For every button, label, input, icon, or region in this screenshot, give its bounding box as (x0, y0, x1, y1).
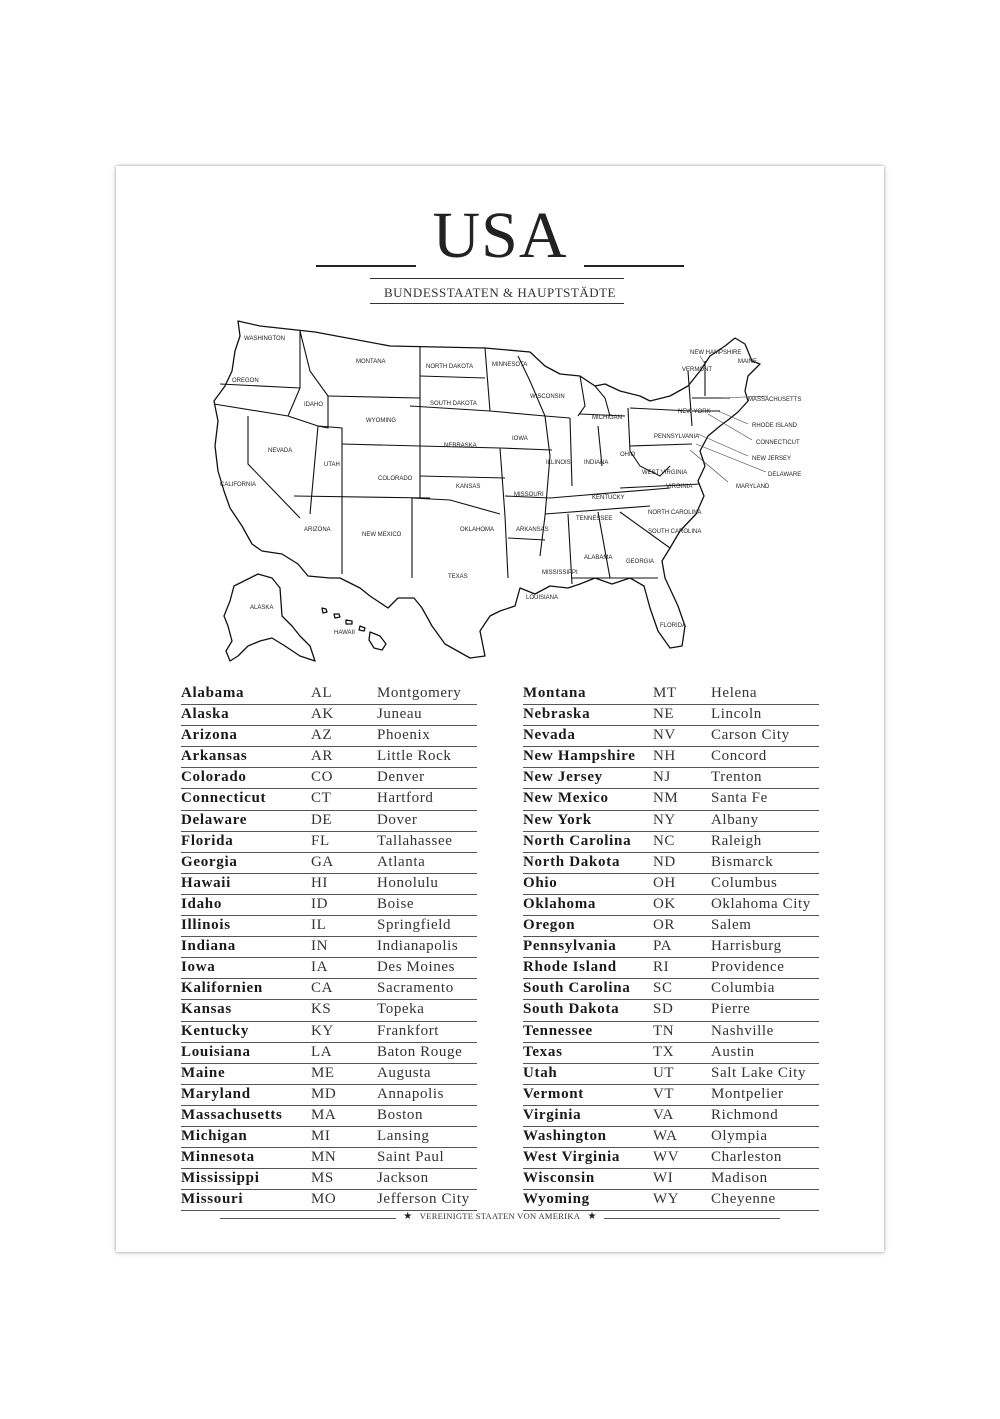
state-table-left (181, 684, 477, 1211)
map-label-west-virginia: WEST VIRGINIA (642, 470, 688, 476)
state-abbreviation: VA (653, 1106, 674, 1123)
state-name: Pennsylvania (523, 938, 617, 955)
state-capital: Sacramento (377, 980, 454, 997)
state-abbreviation: NV (653, 727, 676, 744)
state-capital: Juneau (377, 706, 423, 723)
map-label-north-dakota: NORTH DAKOTA (426, 364, 474, 370)
map-label-missouri: MISSOURI (514, 492, 544, 498)
state-abbreviation: GA (311, 853, 334, 870)
state-name: Kalifornien (181, 980, 263, 997)
table-row (523, 1000, 819, 1021)
map-label-north-carolina: NORTH CAROLINA (648, 510, 702, 516)
state-capital: Jefferson City (377, 1191, 470, 1208)
state-name: Delaware (181, 811, 248, 828)
map-label-kansas: KANSAS (456, 484, 481, 490)
table-row (181, 1000, 477, 1021)
table-row (523, 1043, 819, 1064)
state-name: Michigan (181, 1127, 248, 1144)
state-name: Florida (181, 832, 234, 849)
state-capital: Helena (711, 685, 758, 701)
state-name: Oregon (523, 917, 576, 934)
state-capital: Santa Fe (711, 790, 768, 807)
map-label-vermont: VERMONT (682, 367, 712, 373)
state-abbreviation: KY (311, 1022, 334, 1039)
state-capital: Baton Rouge (377, 1043, 463, 1060)
state-name: South Carolina (523, 980, 631, 997)
state-capital: Springfield (377, 917, 452, 934)
state-name: North Carolina (523, 832, 632, 849)
table-row (181, 979, 477, 1000)
leader-new-hampshire (700, 356, 705, 364)
state-capital: Concord (711, 748, 767, 765)
state-name: Missouri (181, 1191, 244, 1208)
state-name: New York (523, 811, 592, 828)
table-row (181, 789, 477, 810)
footer-text: VEREINIGTE STAATEN VON AMERIKA (419, 1211, 581, 1221)
state-name: Utah (523, 1064, 558, 1081)
state-capital: Annapolis (377, 1085, 445, 1102)
state-name: Nebraska (523, 706, 591, 723)
state-capital: Phoenix (377, 727, 431, 744)
map-label-kentucky: KENTUCKY (592, 495, 625, 501)
state-capital: Richmond (711, 1106, 779, 1123)
state-abbreviation: NY (653, 811, 676, 828)
state-name: Arizona (181, 727, 238, 744)
table-row (523, 1022, 819, 1043)
map-label-nebraska: NEBRASKA (444, 443, 477, 449)
hawaii-island-5 (369, 632, 386, 650)
state-name: Louisiana (181, 1043, 251, 1060)
state-abbreviation: SC (653, 980, 673, 997)
table-row (523, 811, 819, 832)
map-label-florida: FLORIDA (660, 623, 687, 629)
state-name: Texas (523, 1043, 563, 1060)
table-row (523, 895, 819, 916)
state-abbreviation: VT (653, 1085, 675, 1102)
state-abbreviation: WA (653, 1127, 678, 1144)
table-row (523, 874, 819, 895)
state-name: New Jersey (523, 769, 603, 786)
state-abbreviation: WI (653, 1170, 674, 1187)
map-label-texas: TEXAS (448, 574, 468, 580)
hawaii-island-1 (322, 608, 327, 613)
table-row (523, 1106, 819, 1127)
state-capital: Denver (377, 769, 425, 786)
usa-map (200, 316, 820, 666)
state-abbreviation: DE (311, 811, 333, 828)
table-row (523, 979, 819, 1000)
state-abbreviation: MD (311, 1085, 337, 1102)
table-row (181, 1127, 477, 1148)
state-abbreviation: MI (311, 1127, 331, 1144)
map-label-connecticut: CONNECTICUT (756, 440, 800, 446)
state-name: Kansas (181, 1001, 232, 1018)
map-label-illinois: ILLINOIS (546, 460, 571, 466)
state-name: Ohio (523, 874, 558, 891)
map-label-idaho: IDAHO (304, 402, 324, 408)
state-capital: Columbia (711, 980, 775, 997)
state-name: Tennessee (523, 1022, 593, 1039)
state-abbreviation: MN (311, 1149, 337, 1166)
map-label-new-york: NEW YORK (678, 409, 711, 415)
state-name: Illinois (181, 917, 231, 934)
state-capital: Montgomery (377, 685, 462, 701)
state-abbreviation: IL (311, 917, 327, 934)
state-abbreviation: OK (653, 895, 676, 912)
state-capital: Albany (711, 811, 759, 828)
hawaii-island-2 (334, 614, 340, 618)
state-name: Vermont (523, 1085, 585, 1102)
table-row (523, 684, 819, 705)
state-table-right (523, 684, 819, 1211)
state-capital: Augusta (377, 1064, 432, 1081)
table-row (523, 958, 819, 979)
alaska-shape (224, 574, 315, 661)
state-name: Massachusetts (181, 1106, 283, 1123)
poster (116, 166, 884, 1252)
state-abbreviation: CT (311, 790, 332, 807)
state-abbreviation: NH (653, 748, 676, 765)
table-row (181, 1022, 477, 1043)
table-row (181, 832, 477, 853)
map-label-wisconsin: WISCONSIN (530, 394, 565, 400)
table-row (181, 726, 477, 747)
map-label-oklahoma: OKLAHOMA (460, 527, 495, 533)
state-capital: Honolulu (377, 874, 439, 891)
map-label-hawaii: HAWAII (334, 630, 355, 636)
state-name: New Mexico (523, 790, 609, 807)
table-row (181, 1085, 477, 1106)
table-row (523, 832, 819, 853)
table-row (523, 789, 819, 810)
map-label-delaware: DELAWARE (768, 472, 802, 478)
map-label-minnesota: MINNESOTA (492, 362, 528, 368)
state-name: North Dakota (523, 853, 621, 870)
state-capital: Jackson (377, 1170, 429, 1187)
state-name: Oklahoma (523, 895, 597, 912)
state-capital: Nashville (711, 1022, 774, 1039)
state-name: Minnesota (181, 1149, 255, 1166)
state-abbreviation: AR (311, 748, 334, 765)
map-label-indiana: INDIANA (584, 460, 609, 466)
state-abbreviation: OR (653, 917, 676, 934)
state-abbreviation: CO (311, 769, 334, 786)
map-label-pennsylvania: PENNSYLVANIA (654, 434, 700, 440)
state-abbreviation: SD (653, 1001, 674, 1018)
table-row (523, 1127, 819, 1148)
state-name: Indiana (181, 938, 236, 955)
page-subtitle: BUNDESSTAATEN & HAUPTSTÄDTE (383, 285, 617, 300)
state-name: Rhode Island (523, 959, 617, 976)
state-abbreviation: MO (311, 1191, 337, 1208)
state-abbreviation: RI (653, 959, 670, 976)
state-abbreviation: AK (311, 706, 334, 723)
state-capital: Frankfort (377, 1022, 440, 1039)
state-abbreviation: ME (311, 1064, 335, 1081)
table-row (523, 1064, 819, 1085)
state-capital: Bismarck (711, 853, 774, 870)
state-abbreviation: MT (653, 685, 677, 701)
map-label-arkansas: ARKANSAS (516, 527, 549, 533)
state-name: Iowa (181, 959, 216, 976)
state-capital: Madison (711, 1170, 768, 1187)
state-name: Washington (523, 1127, 607, 1144)
state-capital: Charleston (711, 1149, 782, 1166)
state-abbreviation: CA (311, 980, 334, 997)
table-row (181, 768, 477, 789)
state-abbreviation: FL (311, 832, 330, 849)
state-capital: Atlanta (377, 853, 426, 870)
state-abbreviation: LA (311, 1043, 333, 1060)
map-label-massachusetts: MASSACHUSETTS (748, 397, 802, 403)
state-abbreviation: NE (653, 706, 675, 723)
state-name: Wisconsin (523, 1170, 595, 1187)
map-label-new-hampshire: NEW HAMPSHIRE (690, 350, 742, 356)
state-capital: Little Rock (377, 748, 452, 765)
state-name: New Hampshire (523, 748, 636, 765)
state-capital: Topeka (377, 1001, 425, 1018)
star-icon: ★ (587, 1211, 597, 1222)
state-abbreviation: AL (311, 685, 333, 701)
title-rule-right (584, 265, 684, 267)
map-label-ohio: OHIO (620, 452, 636, 458)
map-label-arizona: ARIZONA (304, 527, 331, 533)
state-capital: Saint Paul (377, 1149, 445, 1166)
map-label-mississippi: MISSISSIPPI (542, 570, 578, 576)
map-label-new-jersey: NEW JERSEY (752, 456, 792, 462)
state-name: Hawaii (181, 874, 232, 891)
map-label-georgia: GEORGIA (626, 559, 655, 565)
state-abbreviation: OH (653, 874, 676, 891)
map-label-south-dakota: SOUTH DAKOTA (430, 401, 477, 407)
state-capital: Pierre (711, 1001, 751, 1018)
state-capital: Salt Lake City (711, 1064, 807, 1081)
state-name: Montana (523, 685, 587, 701)
state-name: South Dakota (523, 1001, 620, 1018)
state-abbreviation: AZ (311, 727, 333, 744)
state-capital: Oklahoma City (711, 895, 811, 912)
map-label-rhode-island: RHODE ISLAND (752, 423, 798, 429)
state-capital: Dover (377, 811, 418, 828)
star-icon: ★ (403, 1211, 413, 1222)
usa-map-svg (200, 316, 820, 666)
state-name: Alabama (181, 685, 245, 701)
table-row (523, 705, 819, 726)
state-name: Kentucky (181, 1022, 250, 1039)
subtitle-rule-top (370, 278, 624, 279)
table-row (523, 853, 819, 874)
state-name: Virginia (523, 1106, 582, 1123)
state-abbreviation: NC (653, 832, 676, 849)
state-name: Alaska (181, 706, 230, 723)
title-block (116, 196, 884, 276)
map-label-maine: MAINE (738, 359, 758, 365)
map-label-maryland: MARYLAND (736, 484, 770, 490)
map-label-alaska: ALASKA (250, 605, 274, 611)
map-label-wyoming: WYOMING (366, 418, 396, 424)
table-row (181, 1043, 477, 1064)
state-capital: Hartford (377, 790, 434, 807)
state-abbreviation: HI (311, 874, 329, 891)
state-abbreviation: PA (653, 938, 672, 955)
state-name: Maryland (181, 1085, 251, 1102)
state-name: West Virginia (523, 1149, 621, 1166)
table-row (523, 768, 819, 789)
state-capital: Boise (377, 895, 415, 912)
state-capital: Cheyenne (711, 1191, 776, 1208)
hawaii-island-3 (346, 620, 352, 624)
state-abbreviation: ID (311, 895, 329, 912)
state-abbreviation: MA (311, 1106, 337, 1123)
state-name: Nevada (523, 727, 576, 744)
map-label-alabama: ALABAMA (584, 555, 613, 561)
table-row (181, 895, 477, 916)
state-capital: Trenton (711, 769, 763, 786)
table-row (523, 916, 819, 937)
state-abbreviation: ND (653, 853, 676, 870)
table-row (523, 1148, 819, 1169)
map-label-louisiana: LOUISIANA (526, 595, 559, 601)
map-label-michigan: MICHIGAN (592, 415, 622, 421)
state-abbreviation: KS (311, 1001, 332, 1018)
footer-caption (116, 1211, 884, 1222)
table-row (181, 811, 477, 832)
table-row (181, 1148, 477, 1169)
map-label-washington: WASHINGTON (244, 336, 286, 342)
state-capital: Tallahassee (377, 832, 453, 849)
map-label-new-mexico: NEW MEXICO (362, 532, 402, 538)
state-capital: Lincoln (711, 706, 762, 723)
map-label-south-carolina: SOUTH CAROLINA (648, 529, 702, 535)
state-capital: Lansing (377, 1127, 430, 1144)
map-label-oregon: OREGON (232, 378, 259, 384)
map-label-california: CALIFORNIA (220, 482, 257, 488)
state-capital: Carson City (711, 727, 790, 744)
table-row (181, 684, 477, 705)
state-name: Colorado (181, 769, 247, 786)
leader-new-jersey (698, 434, 748, 456)
state-capital: Olympia (711, 1127, 768, 1144)
state-name: Wyoming (523, 1191, 590, 1208)
state-name: Connecticut (181, 790, 267, 807)
state-capital: Austin (711, 1043, 755, 1060)
page-title: USA (432, 199, 568, 272)
state-capital: Providence (711, 959, 785, 976)
table-row (523, 726, 819, 747)
state-abbreviation: IA (311, 959, 329, 976)
map-label-utah: UTAH (324, 462, 340, 468)
table-row (181, 1169, 477, 1190)
state-abbreviation: UT (653, 1064, 675, 1081)
map-label-nevada: NEVADA (268, 448, 293, 454)
state-abbreviation: NM (653, 790, 679, 807)
state-abbreviation: WV (653, 1149, 680, 1166)
state-capital: Boston (377, 1106, 424, 1123)
map-label-iowa: IOWA (512, 436, 528, 442)
table-row (181, 747, 477, 768)
state-abbreviation: TN (653, 1022, 675, 1039)
state-capital: Montpelier (711, 1085, 784, 1102)
table-row (181, 937, 477, 958)
state-abbreviation: WY (653, 1191, 680, 1208)
state-abbreviation: IN (311, 938, 329, 955)
map-label-tennessee: TENNESSEE (576, 516, 613, 522)
footer-rule-right (604, 1218, 780, 1219)
state-name: Idaho (181, 895, 223, 912)
table-row (523, 1085, 819, 1106)
state-abbreviation: MS (311, 1170, 334, 1187)
state-name: Mississippi (181, 1170, 260, 1187)
table-row (181, 853, 477, 874)
subtitle-block (116, 278, 884, 306)
table-row (523, 1169, 819, 1190)
state-capital: Raleigh (711, 832, 762, 849)
state-capital: Indianapolis (377, 938, 459, 955)
table-row (181, 916, 477, 937)
map-label-colorado: COLORADO (378, 476, 413, 482)
state-name: Georgia (181, 853, 238, 870)
table-row (181, 1106, 477, 1127)
state-capital: Des Moines (377, 959, 456, 976)
table-row (523, 937, 819, 958)
table-row (181, 705, 477, 726)
table-row (523, 747, 819, 768)
footer (116, 1208, 884, 1228)
table-row (181, 874, 477, 895)
table-row (181, 958, 477, 979)
map-label-montana: MONTANA (356, 359, 386, 365)
state-name: Arkansas (181, 748, 248, 765)
state-capital: Harrisburg (711, 938, 782, 955)
state-abbreviation: TX (653, 1043, 675, 1060)
state-name: Maine (181, 1064, 226, 1081)
map-label-virginia: VIRGINIA (666, 484, 693, 490)
table-row (181, 1064, 477, 1085)
subtitle-rule-bottom (370, 303, 624, 304)
hawaii-island-4 (359, 626, 365, 631)
state-abbreviation: NJ (653, 769, 671, 786)
state-capital: Salem (711, 917, 752, 934)
state-capital: Columbus (711, 874, 778, 891)
